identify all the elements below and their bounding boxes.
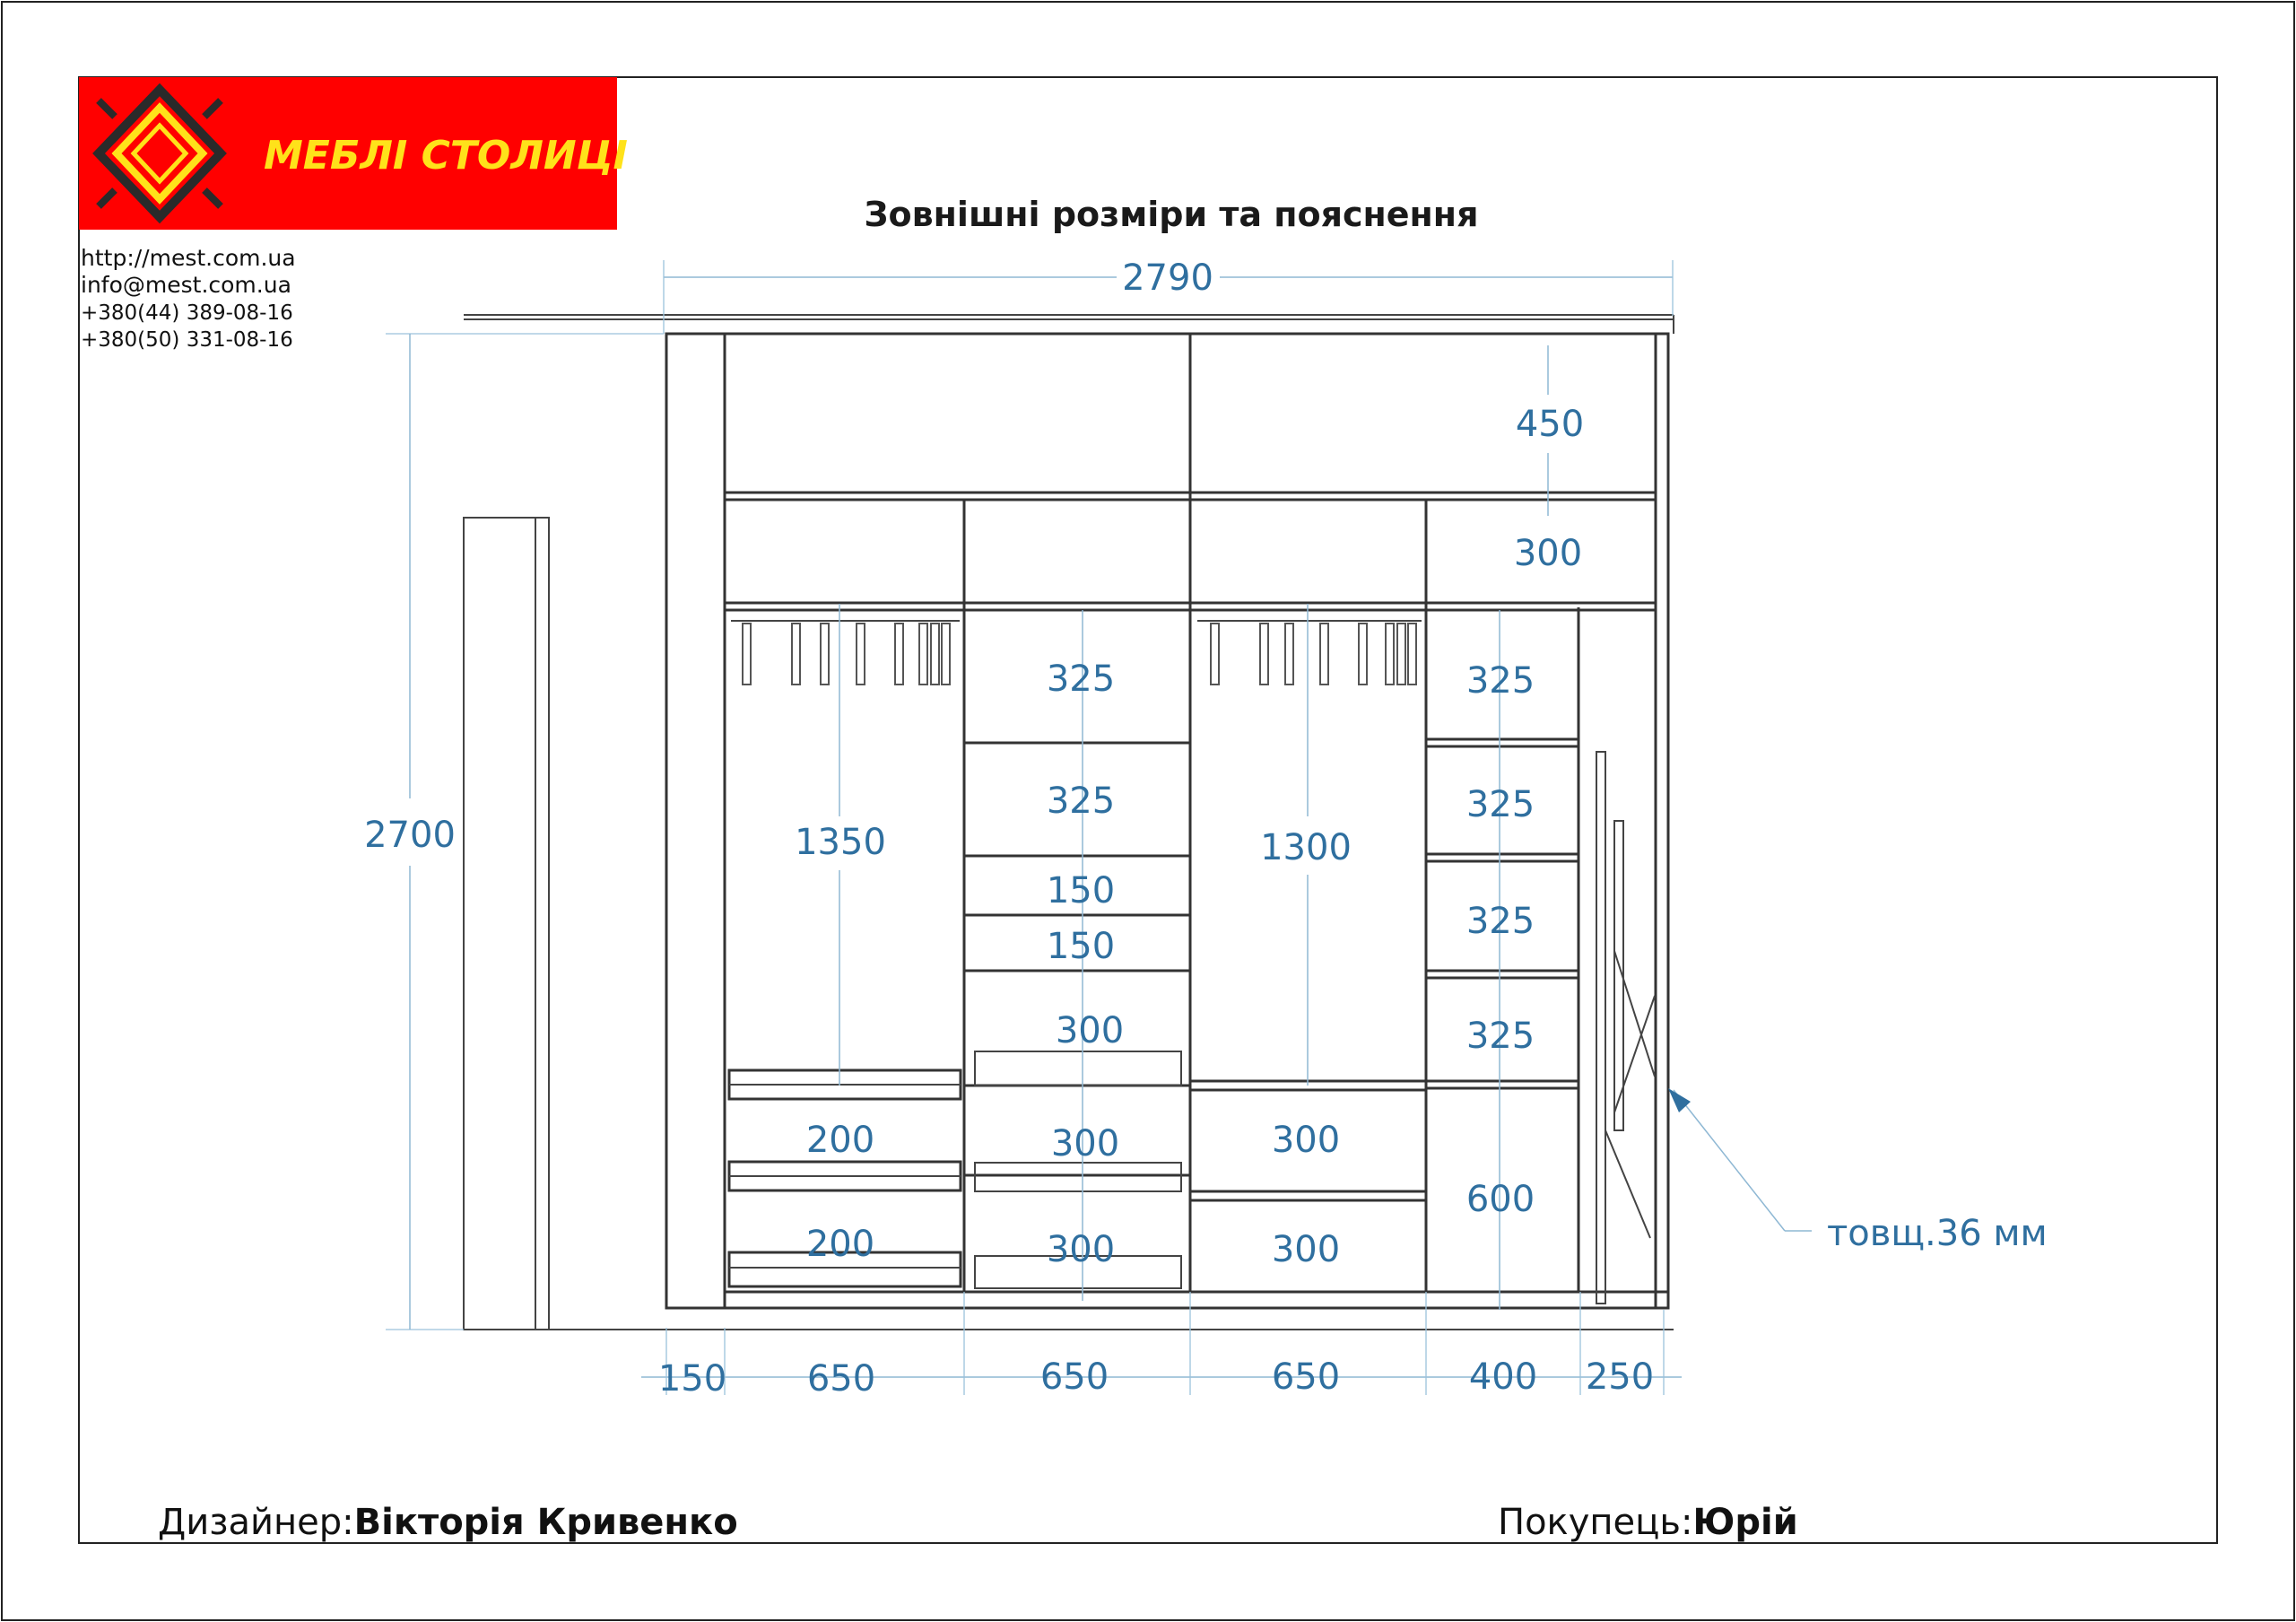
contact-website: http://mest.com.ua bbox=[81, 245, 296, 271]
contact-phone-2: +380(50) 331-08-16 bbox=[81, 328, 293, 352]
dim-bottom: 650 bbox=[1039, 1356, 1109, 1398]
dimension-labels bbox=[364, 257, 2048, 1400]
brand-block bbox=[79, 77, 628, 230]
dim-col2-shelf: 300 bbox=[1050, 1123, 1120, 1164]
dim-col2-shelf: 300 bbox=[1055, 1010, 1125, 1051]
dimension-lines bbox=[386, 260, 1812, 1395]
hangers-left bbox=[743, 624, 950, 685]
ironing-board bbox=[1596, 752, 1655, 1304]
dim-col2-shelf: 325 bbox=[1046, 658, 1116, 700]
dim-right-upper-shelf: 300 bbox=[1513, 533, 1583, 574]
dim-col3-lower: 300 bbox=[1271, 1229, 1341, 1270]
dim-col1-drawer: 200 bbox=[805, 1120, 875, 1161]
dim-col4-shelf: 325 bbox=[1465, 660, 1535, 702]
left-end-panel bbox=[666, 334, 725, 1308]
dim-bottom: 650 bbox=[1271, 1356, 1341, 1398]
dim-col2-shelf: 150 bbox=[1046, 926, 1116, 967]
customer bbox=[1498, 1502, 1798, 1543]
dim-bottom: 150 bbox=[657, 1358, 727, 1400]
dim-hanging-left: 1350 bbox=[795, 822, 886, 863]
dim-bottom: 650 bbox=[806, 1358, 876, 1400]
leader-arrow-icon bbox=[1668, 1088, 1691, 1112]
dim-col4-shelf: 325 bbox=[1465, 1016, 1535, 1057]
dim-col2-shelf: 300 bbox=[1046, 1229, 1116, 1270]
dim-col2-shelf: 325 bbox=[1046, 780, 1116, 822]
dim-col2-shelf: 150 bbox=[1046, 870, 1116, 911]
dim-col1-drawer: 200 bbox=[805, 1224, 875, 1265]
designer-label: Дизайнер: bbox=[158, 1502, 354, 1543]
dim-col4-shelf: 600 bbox=[1465, 1179, 1535, 1220]
footer bbox=[158, 1502, 1798, 1543]
dim-bottom: 250 bbox=[1585, 1356, 1655, 1398]
contact-phone-1: +380(44) 389-08-16 bbox=[81, 301, 293, 325]
dim-top-compartment: 450 bbox=[1515, 404, 1585, 445]
customer-label: Покупець: bbox=[1498, 1502, 1693, 1543]
dim-col4-shelf: 325 bbox=[1465, 784, 1535, 825]
page-title: Зовнішні розміри та пояснення bbox=[864, 195, 1479, 234]
door-thickness-note: товщ.36 мм bbox=[1827, 1213, 2048, 1254]
contact-email: info@mest.com.ua bbox=[81, 272, 291, 298]
dim-total-height: 2700 bbox=[364, 815, 456, 856]
brand-name: МЕБЛІ СТОЛИЦІ bbox=[264, 133, 628, 179]
hangers-middle bbox=[1211, 624, 1416, 685]
contacts bbox=[81, 245, 296, 352]
dim-hanging-middle: 1300 bbox=[1260, 827, 1352, 868]
dim-col3-lower: 300 bbox=[1271, 1120, 1341, 1161]
customer-name: Юрій bbox=[1692, 1502, 1798, 1543]
dim-bottom: 400 bbox=[1468, 1356, 1538, 1398]
dim-total-width: 2790 bbox=[1122, 257, 1213, 299]
designer bbox=[158, 1502, 738, 1543]
dim-col4-shelf: 325 bbox=[1465, 901, 1535, 942]
designer-name: Вікторія Кривенко bbox=[353, 1502, 738, 1543]
